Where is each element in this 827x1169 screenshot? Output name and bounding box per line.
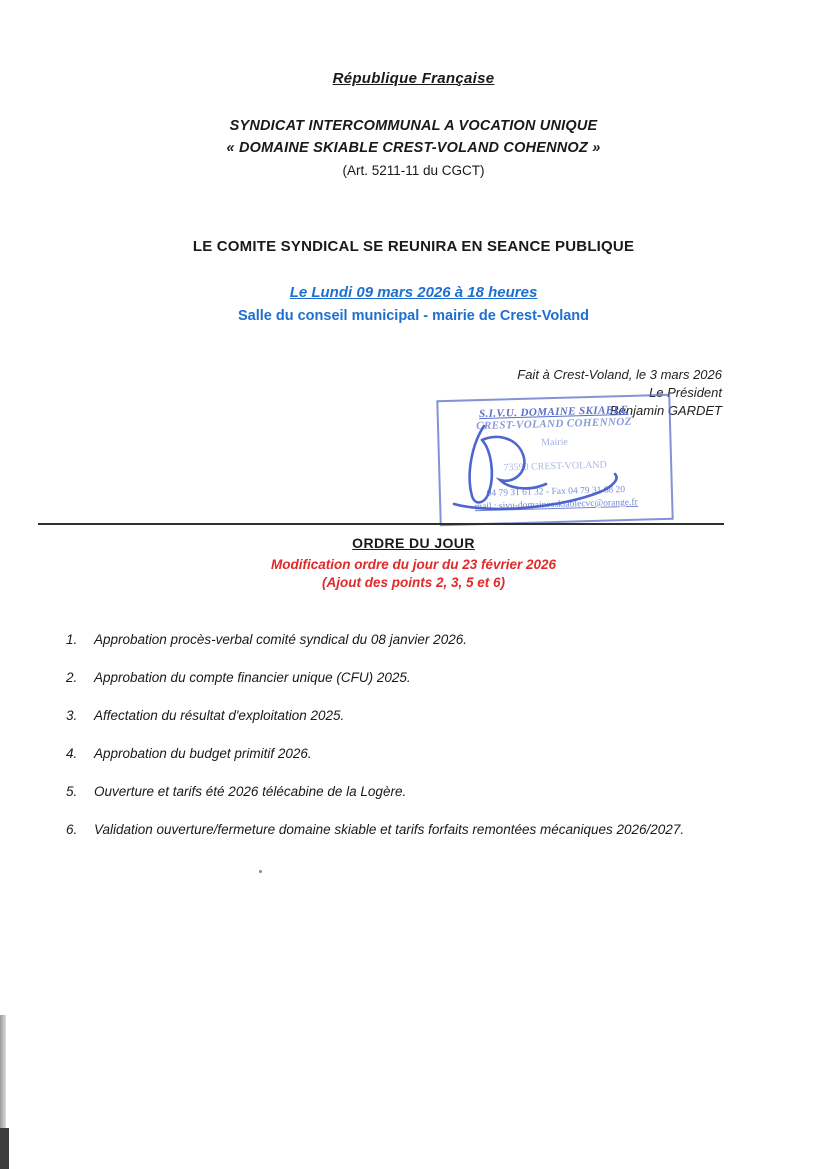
- agenda-item-number: 3.: [66, 708, 78, 723]
- horizontal-divider: [38, 523, 724, 525]
- stamp-address-line: 73590 CREST-VOLAND: [503, 459, 607, 474]
- agenda-item-number: 4.: [66, 746, 78, 761]
- president-role-line: Le Président: [649, 385, 722, 400]
- meeting-date-line: Le Lundi 09 mars 2026 à 18 heures: [289, 284, 538, 301]
- agenda-item: [66, 707, 789, 724]
- agenda-item-text: Approbation du budget primitif 2026.: [94, 746, 312, 761]
- agenda-modification-line1: Modification ordre du jour du 23 février 2026: [270, 557, 557, 572]
- meeting-place-line: Salle du conseil municipal - mairie de Crest-Voland: [237, 308, 590, 324]
- agenda-modification-line2: (Ajout des points 2, 3, 5 et 6): [321, 575, 506, 590]
- republic-title: République Française: [332, 70, 495, 87]
- agenda-item-text: Validation ouverture/fermeture domaine skiable et tarifs forfaits remontées mécaniques 2026/2027.: [94, 822, 685, 837]
- agenda-item-number: 2.: [66, 670, 78, 685]
- stamp-org-line1: S.I.V.U. DOMAINE SKIABLE: [478, 403, 629, 421]
- agenda-item-text: Approbation procès-verbal comité syndical du 08 janvier 2026.: [94, 632, 467, 647]
- agenda-item: [66, 821, 789, 838]
- agenda-item: [66, 745, 789, 762]
- agenda-item-number: 6.: [66, 822, 78, 837]
- agenda-item-text: Ouverture et tarifs été 2026 télécabine de la Logère.: [94, 784, 407, 799]
- agenda-item-number: 1.: [66, 632, 78, 647]
- meeting-announcement-title: LE COMITE SYNDICAL SE REUNIRA EN SEANCE PUBLIQUE: [192, 238, 635, 255]
- agenda-list: [66, 631, 789, 859]
- article-reference: (Art. 5211-11 du CGCT): [342, 163, 485, 178]
- org-name-line1: SYNDICAT INTERCOMMUNAL A VOCATION UNIQUE: [229, 118, 598, 134]
- org-name-line2: « DOMAINE SKIABLE CREST-VOLAND COHENNOZ »: [226, 140, 601, 156]
- stamp-mairie-line: Mairie: [541, 436, 568, 449]
- stamp-email-line: mail : sivu-domainesskiablecvc@orange.fr: [474, 497, 638, 513]
- scan-artifact-left-smudge: [0, 1128, 9, 1169]
- scan-artifact-dot: [259, 870, 262, 873]
- agenda-item: [66, 631, 789, 648]
- president-name: Benjamin GARDET: [610, 403, 722, 418]
- agenda-title: ORDRE DU JOUR: [352, 535, 475, 551]
- stamp-phone-line: 04 79 31 61 32 - Fax 04 79 31 68 20: [486, 485, 626, 499]
- made-at-line: Fait à Crest-Voland, le 3 mars 2026: [517, 367, 722, 382]
- agenda-item-number: 5.: [66, 784, 78, 799]
- official-stamp: [436, 394, 673, 526]
- agenda-item-text: Approbation du compte financier unique (CFU) 2025.: [94, 670, 411, 685]
- agenda-item: [66, 783, 789, 800]
- stamp-org-line2: CREST-VOLAND COHENNOZ: [476, 415, 632, 433]
- agenda-item: [66, 669, 789, 686]
- agenda-item-text: Affectation du résultat d'exploitation 2025.: [94, 708, 345, 723]
